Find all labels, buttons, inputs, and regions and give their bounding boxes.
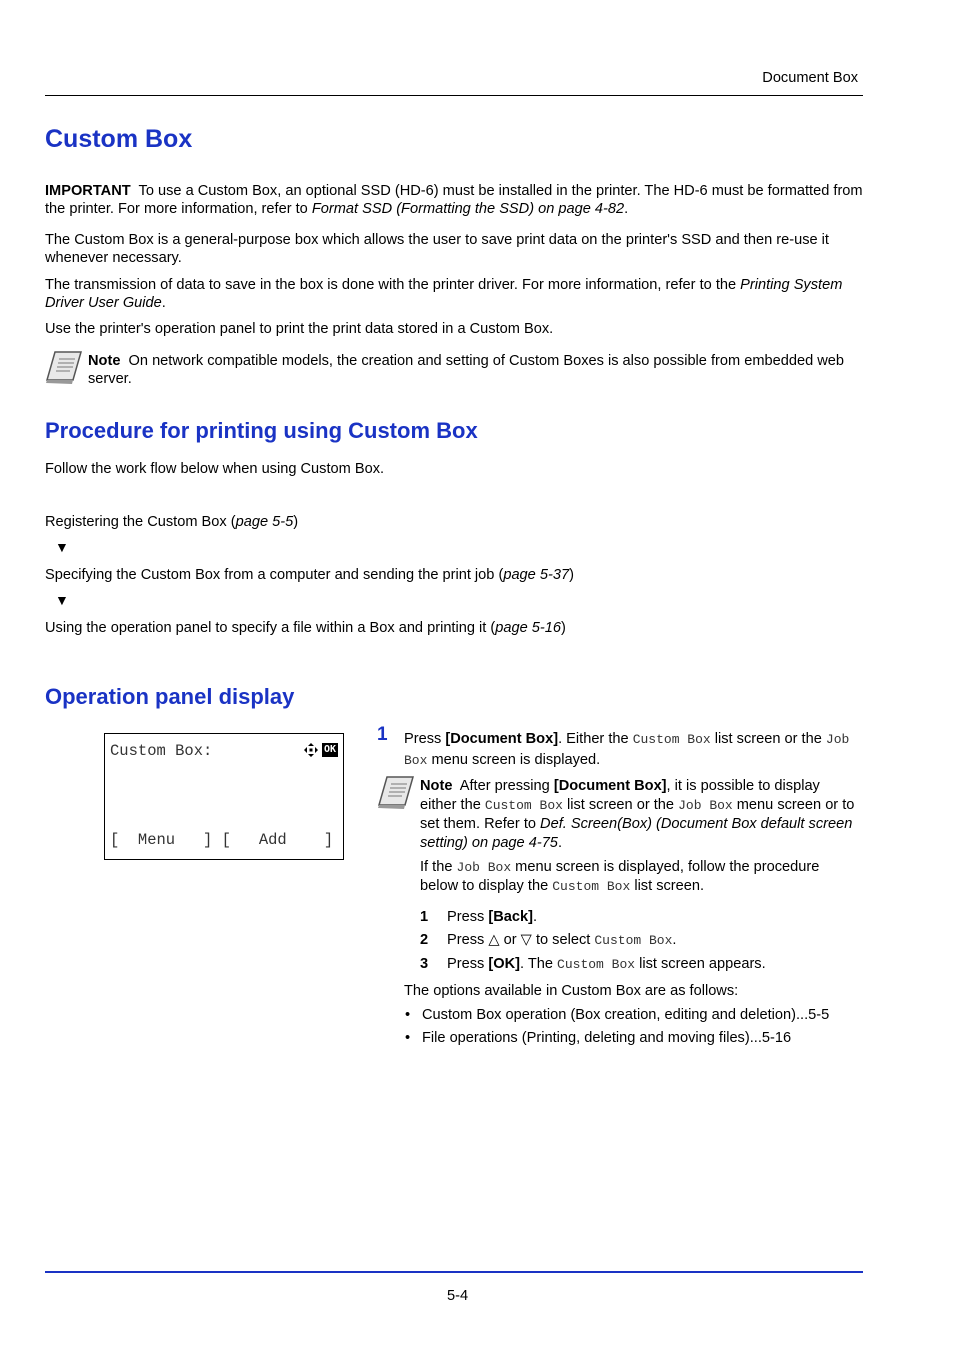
bold-text: Note	[88, 353, 121, 369]
text-run: list screen or the	[562, 796, 679, 813]
down-arrow-icon: ▼	[55, 539, 69, 555]
text-run: menu screen is displayed.	[427, 752, 601, 768]
text-run: After pressing	[452, 778, 554, 794]
screen-name-text: Job Box	[456, 860, 512, 875]
step-1-text	[404, 729, 859, 771]
text-run: . The	[519, 956, 558, 972]
paragraph	[45, 276, 865, 312]
text-run: list screen.	[630, 878, 705, 894]
text-run: Press	[447, 956, 489, 972]
substep-text	[447, 931, 676, 950]
paragraph	[45, 320, 865, 338]
important-paragraph	[45, 182, 865, 218]
text-run: . Either the	[558, 731, 633, 747]
text-run: Press	[404, 731, 446, 747]
text-run: If the	[420, 859, 457, 875]
text-run: .	[624, 201, 629, 217]
text-run: )	[569, 567, 574, 583]
page-title: Custom Box	[45, 125, 193, 153]
screen-name-text: Custom Box	[484, 797, 563, 813]
text-run: On network compatible models, the creation and setting of Custom Boxes is also possible from embedded web server.	[88, 353, 849, 387]
header-section-title: Document Box	[762, 70, 858, 86]
text-run: list screen or the	[710, 731, 826, 747]
note	[420, 777, 860, 852]
operation-panel-display	[104, 733, 344, 860]
screen-name-text: Job Box	[678, 797, 733, 813]
reference-text: page 5-16	[495, 620, 561, 636]
bullet-icon: •	[405, 1007, 411, 1023]
flow-step	[45, 566, 865, 584]
substep-number: 2	[420, 932, 429, 948]
text-run: )	[293, 514, 299, 530]
bold-text: [Document Box]	[445, 731, 559, 747]
screen-name-text: Custom Box	[557, 957, 636, 972]
text-run: , it is possible to display either the	[420, 778, 824, 813]
option-link[interactable]: Custom Box operation (Box creation, editing and deletion)...5-5	[422, 1007, 830, 1023]
substep-text	[447, 908, 537, 926]
paragraph	[45, 231, 865, 267]
substep-text	[447, 955, 766, 974]
text-run: To use a Custom Box, an optional SSD (HD-6) must be installed in the printer. The HD-6 must be formatted from the printer. For more information, refer to	[45, 183, 867, 217]
section-heading-panel: Operation panel display	[45, 684, 295, 709]
header-rule	[45, 95, 863, 96]
paragraph	[45, 460, 865, 478]
text-run: The Custom Box is a general-purpose box which allows the user to save print data on the printer's SSD and then re-use it whenever necessary.	[45, 232, 834, 266]
text-run: list screen appears.	[635, 956, 766, 972]
note-icon	[45, 350, 83, 384]
text-run: Press	[447, 909, 489, 925]
screen-name-text: Custom Box	[594, 933, 673, 948]
reference-text: Printing System Driver User Guide	[45, 277, 847, 311]
option-link[interactable]: File operations (Printing, deleting and moving files)...5-16	[422, 1030, 792, 1046]
arrows-icon	[303, 742, 319, 758]
bold-text: [Document Box]	[553, 778, 667, 794]
flow-step	[45, 513, 865, 531]
bold-text: Note	[420, 778, 453, 794]
lcd-softkeys: [ Menu ] [ Add ]	[110, 831, 334, 849]
screen-name-text: Custom Box	[632, 732, 711, 747]
bold-text: IMPORTANT	[45, 183, 131, 199]
footer-rule	[45, 1271, 863, 1273]
text-run: The options available in Custom Box are as follows:	[404, 983, 739, 999]
text-run: Specifying the Custom Box from a computer and sending the print job (	[45, 567, 504, 583]
text-run: .	[557, 834, 562, 851]
screen-name-text: Custom Box	[552, 879, 631, 894]
note	[88, 352, 858, 388]
text-run: menu screen is displayed, follow the procedure below to display the	[420, 859, 824, 894]
note-icon	[377, 775, 415, 809]
reference-text: Def. Screen(Box) (Document Box default screen setting) on page 4-75	[420, 816, 857, 851]
text-run: The transmission of data to save in the box is done with the printer driver. For more information, refer to the	[45, 277, 741, 293]
step-number: 1	[377, 724, 388, 745]
paragraph	[404, 982, 859, 1000]
flow-step	[45, 619, 865, 637]
bullet-icon: •	[405, 1030, 411, 1046]
ok-icon: OK	[324, 744, 337, 755]
section-heading-procedure: Procedure for printing using Custom Box	[45, 418, 478, 443]
text-run: menu screen or to set them. Refer to	[420, 796, 859, 832]
text-run: Use the printer's operation panel to print the print data stored in a Custom Box.	[45, 321, 554, 337]
text-run: )	[560, 620, 566, 636]
bold-text: [Back]	[488, 909, 533, 925]
text-run: Using the operation panel to specify a file within a Box and printing it (	[45, 620, 496, 636]
reference-text: page 5-5	[235, 514, 294, 530]
paragraph	[420, 858, 860, 896]
reference-text: page 5-37	[503, 567, 570, 583]
text-run: .	[161, 295, 166, 311]
down-arrow-icon: ▼	[55, 592, 69, 608]
text-run: .	[672, 932, 677, 948]
text-run: Press △ or ▽ to select	[447, 932, 595, 948]
lcd-title: Custom Box:	[110, 742, 213, 760]
substep-number: 3	[420, 956, 429, 972]
reference-text: Format SSD (Formatting the SSD) on page 4-82	[311, 201, 625, 217]
substep-number: 1	[420, 909, 429, 925]
text-run: Registering the Custom Box (	[45, 514, 236, 530]
screen-name-text: Job Box	[404, 732, 858, 768]
bold-text: [OK]	[488, 956, 520, 972]
page-number: 5-4	[447, 1288, 469, 1304]
text-run: Follow the work flow below when using Custom Box.	[45, 461, 385, 477]
text-run: .	[532, 909, 538, 925]
